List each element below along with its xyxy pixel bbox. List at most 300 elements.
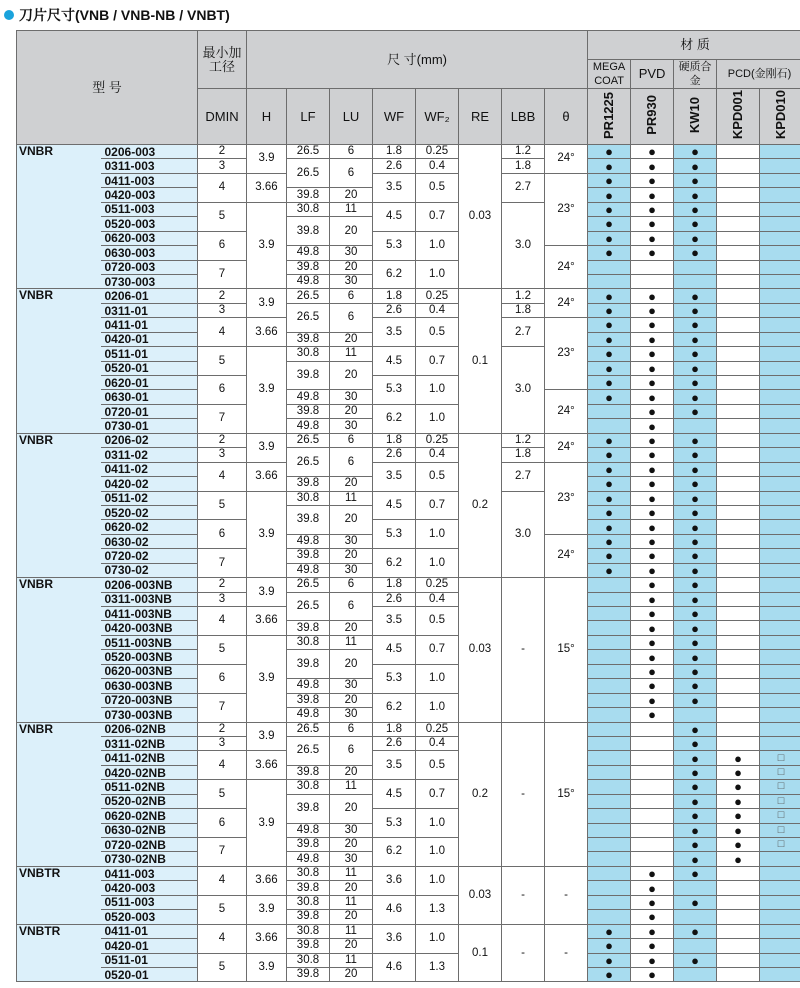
grade-cell-kpd001 — [717, 188, 760, 202]
insert-code: 0520-02 — [101, 505, 198, 519]
grade-cell-kpd010 — [760, 318, 800, 332]
insert-code: 0630-003NB — [101, 679, 198, 693]
grade-kpd010-label: KPD010 — [773, 90, 789, 140]
grade-cell-kpd010 — [760, 881, 800, 895]
grade-kpd001-label: KPD001 — [730, 90, 746, 140]
availability-dot-icon: ● — [588, 361, 631, 375]
dim-lf: 49.8 — [287, 534, 330, 548]
grade-cell-kpd010 — [760, 448, 800, 462]
grade-cell-kpd001 — [717, 549, 760, 563]
availability-dot-icon: ● — [674, 823, 717, 837]
insert-code: 0411-003 — [101, 866, 198, 880]
availability-dot-icon: ● — [588, 520, 631, 534]
dim-wf2: 0.5 — [416, 607, 459, 636]
grade-cell-kpd010 — [760, 202, 800, 216]
grade-cell-kpd010 — [760, 967, 800, 981]
availability-dot-icon: ● — [588, 159, 631, 173]
dim-lf: 26.5 — [287, 448, 330, 477]
grade-cell-kpd010 — [760, 159, 800, 173]
grade-cell-kpd010 — [760, 736, 800, 750]
availability-dot-icon: ● — [674, 780, 717, 794]
availability-dot-icon: ● — [631, 621, 674, 635]
availability-dot-icon: ● — [674, 202, 717, 216]
dim-wf: 1.8 — [373, 433, 416, 447]
dim-h: 3.9 — [247, 635, 287, 722]
availability-dot-icon: ● — [674, 621, 717, 635]
table-row — [17, 448, 800, 462]
availability-dot-icon: ● — [631, 635, 674, 649]
availability-dot-icon: ● — [588, 924, 631, 938]
dim-lu: 20 — [330, 505, 373, 534]
header-pcd: PCD(金刚石) — [717, 60, 800, 89]
grade-cell-kpd010 — [760, 390, 800, 404]
grade-cell-kpd001 — [717, 376, 760, 390]
availability-dot-icon: ● — [631, 159, 674, 173]
availability-dot-icon: ● — [631, 448, 674, 462]
dim-dmin: 7 — [198, 693, 247, 722]
grade-cell-kpd001 — [717, 303, 760, 317]
availability-dot-icon: ● — [717, 838, 760, 852]
availability-dot-icon: ● — [631, 693, 674, 707]
grade-cell-kpd001 — [717, 448, 760, 462]
dim-wf2: 0.7 — [416, 202, 459, 231]
availability-dot-icon: ● — [674, 534, 717, 548]
grade-cell-kpd010 — [760, 303, 800, 317]
insert-code: 0720-003NB — [101, 693, 198, 707]
grade-cell-kpd010 — [760, 607, 800, 621]
grade-cell-kpd010 — [760, 520, 800, 534]
dim-lu: 11 — [330, 866, 373, 880]
grade-cell-kpd010 — [760, 217, 800, 231]
grade-cell-pr1225 — [588, 838, 631, 852]
grade-cell-kpd001 — [717, 419, 760, 433]
availability-dot-icon: ● — [631, 217, 674, 231]
dim-lf: 39.8 — [287, 188, 330, 202]
availability-dot-icon: ● — [631, 578, 674, 592]
dim-lf: 39.8 — [287, 967, 330, 981]
grade-cell-pr1225 — [588, 635, 631, 649]
availability-dot-icon: ● — [674, 650, 717, 664]
dim-dmin: 6 — [198, 376, 247, 405]
grade-pr1225-label: PR1225 — [601, 91, 617, 139]
availability-dot-icon: ● — [674, 347, 717, 361]
availability-dot-icon: ● — [631, 419, 674, 433]
dim-lf: 39.8 — [287, 621, 330, 635]
insert-code: 0420-02NB — [101, 765, 198, 779]
dim-lf: 49.8 — [287, 563, 330, 577]
availability-dot-icon: ● — [674, 679, 717, 693]
dim-wf: 3.6 — [373, 866, 416, 895]
dim-wf: 3.5 — [373, 607, 416, 636]
dim-lu: 30 — [330, 246, 373, 260]
insert-code: 0511-003 — [101, 895, 198, 909]
dim-lf: 39.8 — [287, 260, 330, 274]
dim-lf: 39.8 — [287, 477, 330, 491]
availability-dot-icon: ● — [717, 780, 760, 794]
insert-code: 0520-02NB — [101, 794, 198, 808]
dim-lu: 11 — [330, 347, 373, 361]
table-row — [17, 433, 800, 447]
availability-dot-icon: ● — [674, 794, 717, 808]
dim-lu: 6 — [330, 433, 373, 447]
dim-dmin: 7 — [198, 404, 247, 433]
grade-cell-kpd001 — [717, 635, 760, 649]
grade-cell-pr1225 — [588, 404, 631, 418]
grade-cell-kpd010 — [760, 231, 800, 245]
dim-lf: 30.8 — [287, 895, 330, 909]
availability-dot-icon: ● — [588, 433, 631, 447]
header-theta: θ — [545, 89, 588, 145]
dim-wf2: 0.25 — [416, 433, 459, 447]
grade-cell-pr930 — [631, 809, 674, 823]
availability-dot-icon: ● — [588, 231, 631, 245]
grade-cell-kpd001 — [717, 347, 760, 361]
dim-wf: 1.8 — [373, 289, 416, 303]
availability-dot-icon: ● — [674, 361, 717, 375]
insert-code: 0311-02 — [101, 448, 198, 462]
dim-h: 3.66 — [247, 173, 287, 202]
dim-h: 3.9 — [247, 722, 287, 751]
availability-dot-icon: ● — [631, 939, 674, 953]
availability-dot-icon: ● — [674, 852, 717, 866]
dim-lbb: 3.0 — [502, 347, 545, 434]
dim-lf: 39.8 — [287, 881, 330, 895]
grade-cell-pr1225 — [588, 621, 631, 635]
availability-dot-icon: ● — [631, 534, 674, 548]
availability-dot-icon: ● — [674, 217, 717, 231]
dim-wf2: 1.0 — [416, 866, 459, 895]
grade-cell-kpd010 — [760, 924, 800, 938]
dim-lu: 30 — [330, 419, 373, 433]
dim-lf: 26.5 — [287, 722, 330, 736]
dim-wf2: 1.0 — [416, 404, 459, 433]
dim-dmin: 7 — [198, 838, 247, 867]
dim-lf: 39.8 — [287, 505, 330, 534]
dim-dmin: 7 — [198, 260, 247, 289]
grade-cell-kpd001 — [717, 708, 760, 722]
dim-wf: 4.6 — [373, 895, 416, 924]
dim-lu: 30 — [330, 390, 373, 404]
dim-lbb: 2.7 — [502, 462, 545, 491]
grade-cell-kpd001 — [717, 563, 760, 577]
dim-lu: 11 — [330, 635, 373, 649]
grade-cell-kpd010 — [760, 289, 800, 303]
table-row — [17, 736, 800, 750]
header-wf: WF — [373, 89, 416, 145]
availability-dot-icon: ● — [588, 173, 631, 187]
dim-lu: 20 — [330, 260, 373, 274]
header-re: RE — [459, 89, 502, 145]
insert-code: 0420-01 — [101, 332, 198, 346]
dim-lf: 49.8 — [287, 246, 330, 260]
dim-lf: 39.8 — [287, 910, 330, 924]
dim-lu: 6 — [330, 578, 373, 592]
grade-cell-pr930 — [631, 260, 674, 274]
availability-dot-icon: ● — [674, 303, 717, 317]
dim-wf2: 0.5 — [416, 462, 459, 491]
dim-wf: 3.5 — [373, 751, 416, 780]
grade-cell-kpd010 — [760, 274, 800, 288]
insert-code: 0311-02NB — [101, 736, 198, 750]
availability-dot-icon: ● — [631, 202, 674, 216]
dim-wf: 4.5 — [373, 491, 416, 520]
grade-cell-kpd010 — [760, 477, 800, 491]
dim-wf: 4.5 — [373, 202, 416, 231]
dim-lu: 30 — [330, 563, 373, 577]
dim-wf2: 0.25 — [416, 722, 459, 736]
dim-lbb: 1.2 — [502, 433, 545, 447]
table-header — [17, 31, 800, 145]
dim-lu: 6 — [330, 159, 373, 188]
dim-lbb: - — [502, 722, 545, 866]
insert-code: 0206-003 — [101, 145, 198, 159]
dim-lu: 20 — [330, 693, 373, 707]
dim-wf: 5.3 — [373, 231, 416, 260]
grade-cell-kpd010 — [760, 404, 800, 418]
dim-wf2: 1.0 — [416, 664, 459, 693]
dim-lf: 39.8 — [287, 332, 330, 346]
insert-code: 0720-003 — [101, 260, 198, 274]
availability-dot-icon: ● — [631, 679, 674, 693]
availability-dot-icon: ● — [631, 145, 674, 159]
grade-cell-kpd001 — [717, 578, 760, 592]
availability-dot-icon: ● — [674, 809, 717, 823]
grade-cell-kpd001 — [717, 289, 760, 303]
dim-lu: 30 — [330, 823, 373, 837]
availability-dot-icon: ● — [588, 939, 631, 953]
dim-lf: 49.8 — [287, 852, 330, 866]
dim-re: 0.03 — [459, 866, 502, 924]
availability-dot-icon: ● — [631, 289, 674, 303]
header-lu: LU — [330, 89, 373, 145]
dim-lu: 20 — [330, 332, 373, 346]
table-row — [17, 895, 800, 909]
dim-dmin: 6 — [198, 231, 247, 260]
grade-cell-kpd001 — [717, 159, 760, 173]
dim-wf: 6.2 — [373, 404, 416, 433]
table-row — [17, 173, 800, 187]
dim-wf: 3.5 — [373, 318, 416, 347]
availability-square-icon: □ — [760, 809, 800, 823]
availability-dot-icon: ● — [674, 246, 717, 260]
dim-dmin: 3 — [198, 159, 247, 173]
grade-cell-kpd010 — [760, 505, 800, 519]
dim-lf: 49.8 — [287, 390, 330, 404]
dim-dmin: 5 — [198, 635, 247, 664]
dim-lu: 30 — [330, 708, 373, 722]
grade-cell-pr1225 — [588, 664, 631, 678]
dim-lu: 20 — [330, 794, 373, 823]
insert-code: 0620-01 — [101, 376, 198, 390]
dim-wf: 5.3 — [373, 520, 416, 549]
availability-square-icon: □ — [760, 794, 800, 808]
dim-lf: 49.8 — [287, 274, 330, 288]
grade-cell-kpd010 — [760, 650, 800, 664]
availability-dot-icon: ● — [631, 246, 674, 260]
insert-code: 0720-02 — [101, 549, 198, 563]
dim-lf: 26.5 — [287, 433, 330, 447]
dim-lf: 39.8 — [287, 693, 330, 707]
grade-cell-kpd001 — [717, 217, 760, 231]
family-label: VNBR — [17, 722, 101, 866]
availability-dot-icon: ● — [631, 188, 674, 202]
dim-theta: 15° — [545, 578, 588, 722]
table-row — [17, 838, 800, 852]
availability-dot-icon: ● — [631, 563, 674, 577]
insert-code: 0520-003NB — [101, 650, 198, 664]
grade-cell-kpd010 — [760, 549, 800, 563]
dim-dmin: 2 — [198, 433, 247, 447]
dim-lf: 30.8 — [287, 202, 330, 216]
dim-theta: 24° — [545, 289, 588, 318]
dim-lf: 26.5 — [287, 592, 330, 621]
dim-dmin: 2 — [198, 145, 247, 159]
availability-dot-icon: ● — [631, 477, 674, 491]
grade-cell-pr1225 — [588, 910, 631, 924]
table-row — [17, 635, 800, 649]
grade-cell-kw10 — [674, 260, 717, 274]
insert-code: 0520-01 — [101, 361, 198, 375]
insert-code: 0720-02NB — [101, 838, 198, 852]
availability-dot-icon: ● — [631, 592, 674, 606]
insert-code: 0511-01 — [101, 953, 198, 967]
dim-lu: 20 — [330, 188, 373, 202]
table-row — [17, 549, 800, 563]
dim-wf: 4.5 — [373, 780, 416, 809]
grade-cell-pr930 — [631, 722, 674, 736]
insert-dimension-table — [16, 30, 800, 982]
grade-cell-pr1225 — [588, 679, 631, 693]
table-row — [17, 722, 800, 736]
dim-wf: 2.6 — [373, 159, 416, 173]
availability-dot-icon: ● — [588, 448, 631, 462]
dim-lu: 11 — [330, 953, 373, 967]
dim-lbb: - — [502, 578, 545, 722]
insert-code: 0311-003NB — [101, 592, 198, 606]
dim-lbb: 3.0 — [502, 202, 545, 289]
dim-h: 3.9 — [247, 895, 287, 924]
availability-dot-icon: ● — [588, 289, 631, 303]
grade-cell-kpd010 — [760, 621, 800, 635]
availability-dot-icon: ● — [631, 231, 674, 245]
grade-kw10-label: KW10 — [687, 96, 703, 134]
grade-cell-kpd001 — [717, 693, 760, 707]
grade-cell-pr1225 — [588, 823, 631, 837]
availability-dot-icon: ● — [631, 866, 674, 880]
grade-cell-kpd001 — [717, 274, 760, 288]
insert-code: 0730-003 — [101, 274, 198, 288]
availability-dot-icon: ● — [631, 332, 674, 346]
grade-cell-pr1225 — [588, 708, 631, 722]
dim-dmin: 5 — [198, 347, 247, 376]
dim-dmin: 4 — [198, 318, 247, 347]
dim-lf: 39.8 — [287, 361, 330, 390]
availability-dot-icon: ● — [588, 202, 631, 216]
availability-dot-icon: ● — [674, 578, 717, 592]
header-wf2: WF₂ — [416, 89, 459, 145]
grade-cell-kpd010 — [760, 534, 800, 548]
header-grade-kpd001 — [717, 89, 760, 145]
grade-cell-kpd001 — [717, 361, 760, 375]
grade-cell-kpd001 — [717, 477, 760, 491]
table-body — [17, 145, 800, 982]
availability-dot-icon: ● — [588, 390, 631, 404]
grade-cell-kpd010 — [760, 939, 800, 953]
dim-re: 0.1 — [459, 289, 502, 433]
dim-lf: 30.8 — [287, 924, 330, 938]
availability-dot-icon: ● — [674, 318, 717, 332]
grade-cell-pr1225 — [588, 866, 631, 880]
grade-cell-kpd010 — [760, 693, 800, 707]
dim-dmin: 2 — [198, 722, 247, 736]
dim-dmin: 4 — [198, 607, 247, 636]
availability-dot-icon: ● — [717, 794, 760, 808]
dim-theta: 23° — [545, 318, 588, 390]
availability-dot-icon: ● — [631, 347, 674, 361]
grade-cell-kpd001 — [717, 231, 760, 245]
dim-theta: 24° — [545, 390, 588, 433]
dim-dmin: 2 — [198, 578, 247, 592]
dim-lf: 39.8 — [287, 765, 330, 779]
table-row — [17, 592, 800, 606]
insert-code: 0311-003 — [101, 159, 198, 173]
insert-code: 0620-02 — [101, 520, 198, 534]
grade-cell-kpd010 — [760, 708, 800, 722]
grade-cell-kpd010 — [760, 592, 800, 606]
dim-lf: 30.8 — [287, 347, 330, 361]
grade-cell-pr1225 — [588, 260, 631, 274]
grade-cell-pr930 — [631, 794, 674, 808]
dim-lbb: 1.2 — [502, 145, 545, 159]
dim-wf2: 0.5 — [416, 173, 459, 202]
table-row — [17, 462, 800, 476]
dim-wf: 6.2 — [373, 693, 416, 722]
dim-lu: 11 — [330, 780, 373, 794]
availability-dot-icon: ● — [588, 217, 631, 231]
availability-dot-icon: ● — [588, 347, 631, 361]
insert-code: 0620-02NB — [101, 809, 198, 823]
availability-dot-icon: ● — [674, 188, 717, 202]
grade-cell-kw10 — [674, 419, 717, 433]
availability-dot-icon: ● — [588, 303, 631, 317]
dim-lf: 30.8 — [287, 635, 330, 649]
dim-theta: - — [545, 924, 588, 982]
dim-lbb: - — [502, 924, 545, 982]
grade-cell-kpd001 — [717, 534, 760, 548]
insert-code: 0411-003NB — [101, 607, 198, 621]
availability-dot-icon: ● — [674, 866, 717, 880]
dim-re: 0.03 — [459, 145, 502, 289]
grade-cell-kw10 — [674, 881, 717, 895]
grade-cell-kpd010 — [760, 852, 800, 866]
dim-lbb: 2.7 — [502, 318, 545, 347]
insert-code: 0206-01 — [101, 289, 198, 303]
dim-h: 3.9 — [247, 289, 287, 318]
dim-lf: 49.8 — [287, 708, 330, 722]
grade-cell-kpd001 — [717, 173, 760, 187]
dim-dmin: 3 — [198, 736, 247, 750]
availability-dot-icon: ● — [631, 650, 674, 664]
dim-dmin: 5 — [198, 780, 247, 809]
availability-square-icon: □ — [760, 751, 800, 765]
dim-wf2: 0.5 — [416, 318, 459, 347]
availability-dot-icon: ● — [674, 433, 717, 447]
dim-lu: 20 — [330, 838, 373, 852]
dim-lu: 20 — [330, 404, 373, 418]
dim-lf: 30.8 — [287, 953, 330, 967]
availability-dot-icon: ● — [588, 332, 631, 346]
table-row — [17, 866, 800, 880]
